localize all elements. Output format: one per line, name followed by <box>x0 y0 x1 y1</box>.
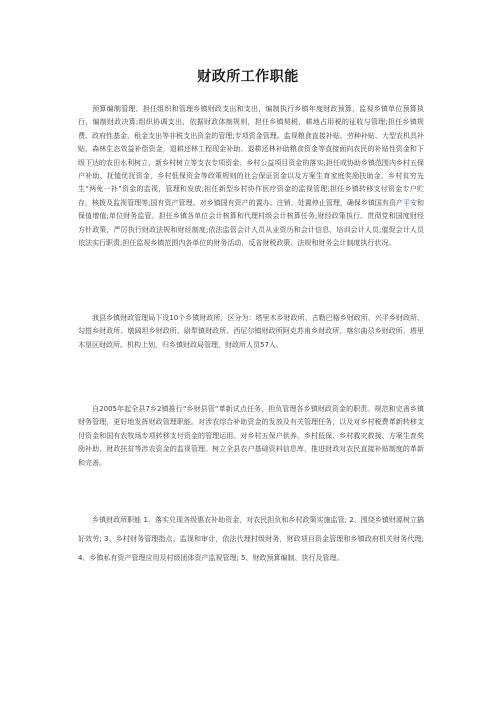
paragraph-text: 我县乡镇财政管理局下设10个乡镇财政所，区分为：塔里木乡财政所、古勒巴格乡财政所、兴平乡财政所、勾搭乡财政所、墩阔坦乡财政所、尉犁镇财政所、西尼尔镇财政所阿克苏甫乡财政所、喀尔曲尕乡财政所、塔里木垦区财政所。机构上划，归乡镇财政局管理，财政所人员57人。 <box>78 314 424 349</box>
document-title: 财政所工作职能 <box>197 69 299 85</box>
paragraph-text: 乡镇财政所职能 1、落实兑现各级惠农补助资金，对农民担负和乡村政策实施监管; 2、围绕乡镇财源树立搞好效劳; 3、乡村财务管理指点、监视和审计，依法代理村级财务，财政项目资金管理和乡镇政府机关财务代理; 4、乡镇私有资产管理应用及村级团体资产监视管理; 5、财政预算编制、执行及管理。 <box>78 516 424 562</box>
paragraph-functions <box>78 511 424 568</box>
paragraph-text: 自2005年起全县7乡2镇推行“乡财县管”革新试点任务，担负管理各乡镇财政资金的职责。规范和完善乡镇财务管理，更好地发挥财政管理职能。对涉农综合补助资金的发放及有关管理任务，以及对乡村税费革新转移支付资金和国有农牧场专项转移支付资金的管理运用。对乡村五保户供养、乡村低保、乡村救灾救援、方案生育奖励补助、财政扶贫等涉农资金的监视管理。树立全县农户基础资料信息库，推进财政对农民直接补贴制度的革新和完善。 <box>78 405 424 467</box>
paragraph-organization <box>78 312 424 352</box>
paragraph-reform <box>78 403 424 470</box>
paragraph-text: 和保值增值;单位财务监管。担任乡镇各单位会计核算和代理村级会计核算任务;财经政策执行。贯彻党和国度财经方针政策，严厉执行财政法规和财经制度;依法监管会计人员从业资历和会计信息，培训会计人员;催促会计人员依法实行职责;担任监视乡镇范围内各单位的财务活动，反省财税政策、法规和财务会计制度执行状况。 <box>78 198 425 248</box>
inline-link[interactable]: 平安 <box>402 198 418 207</box>
paragraph-text: 预算编制管理、担任组织和管理乡镇财政支出和支出，编制执行乡镇年度财政预算，监视乡镇单位预算执行，编制财政决算;组织协调支出，依据财政体制规则，担任乡镇契税，耕地占用税的征收与管理;担任乡镇规费、政府性基金、租金支出等非税支出资金的管理;专项资金管理。监视粮食直接补贴、劳种补贴、大型农机具补贴，森林生态效益补偿资金，退耕还林工程现金补助、退耕还林补助粮食资金等直接面向农民的补贴性资金和下级下达的农田水利树立、新乡村树立等支农专项资金、乡村公益项目资金的落实;担任或协助乡镇范围内乡村五保户补助、抚恤优抚资金，乡村低保资金等政策规则的社会保证资金以及方案生育家庭奖励扶助金、乡村贫穷先生“两免一补”资金的监视，管理和发放;担任新型乡村协作医疗资金的监视管理;担任乡镇转移支付资金专户贮存，核拨及监视管理等;国有资产管理。对乡镇国有资产的置办、注销、处置停止管理，确保乡镇国有资产 <box>78 105 424 207</box>
paragraph-responsibilities <box>78 103 424 250</box>
